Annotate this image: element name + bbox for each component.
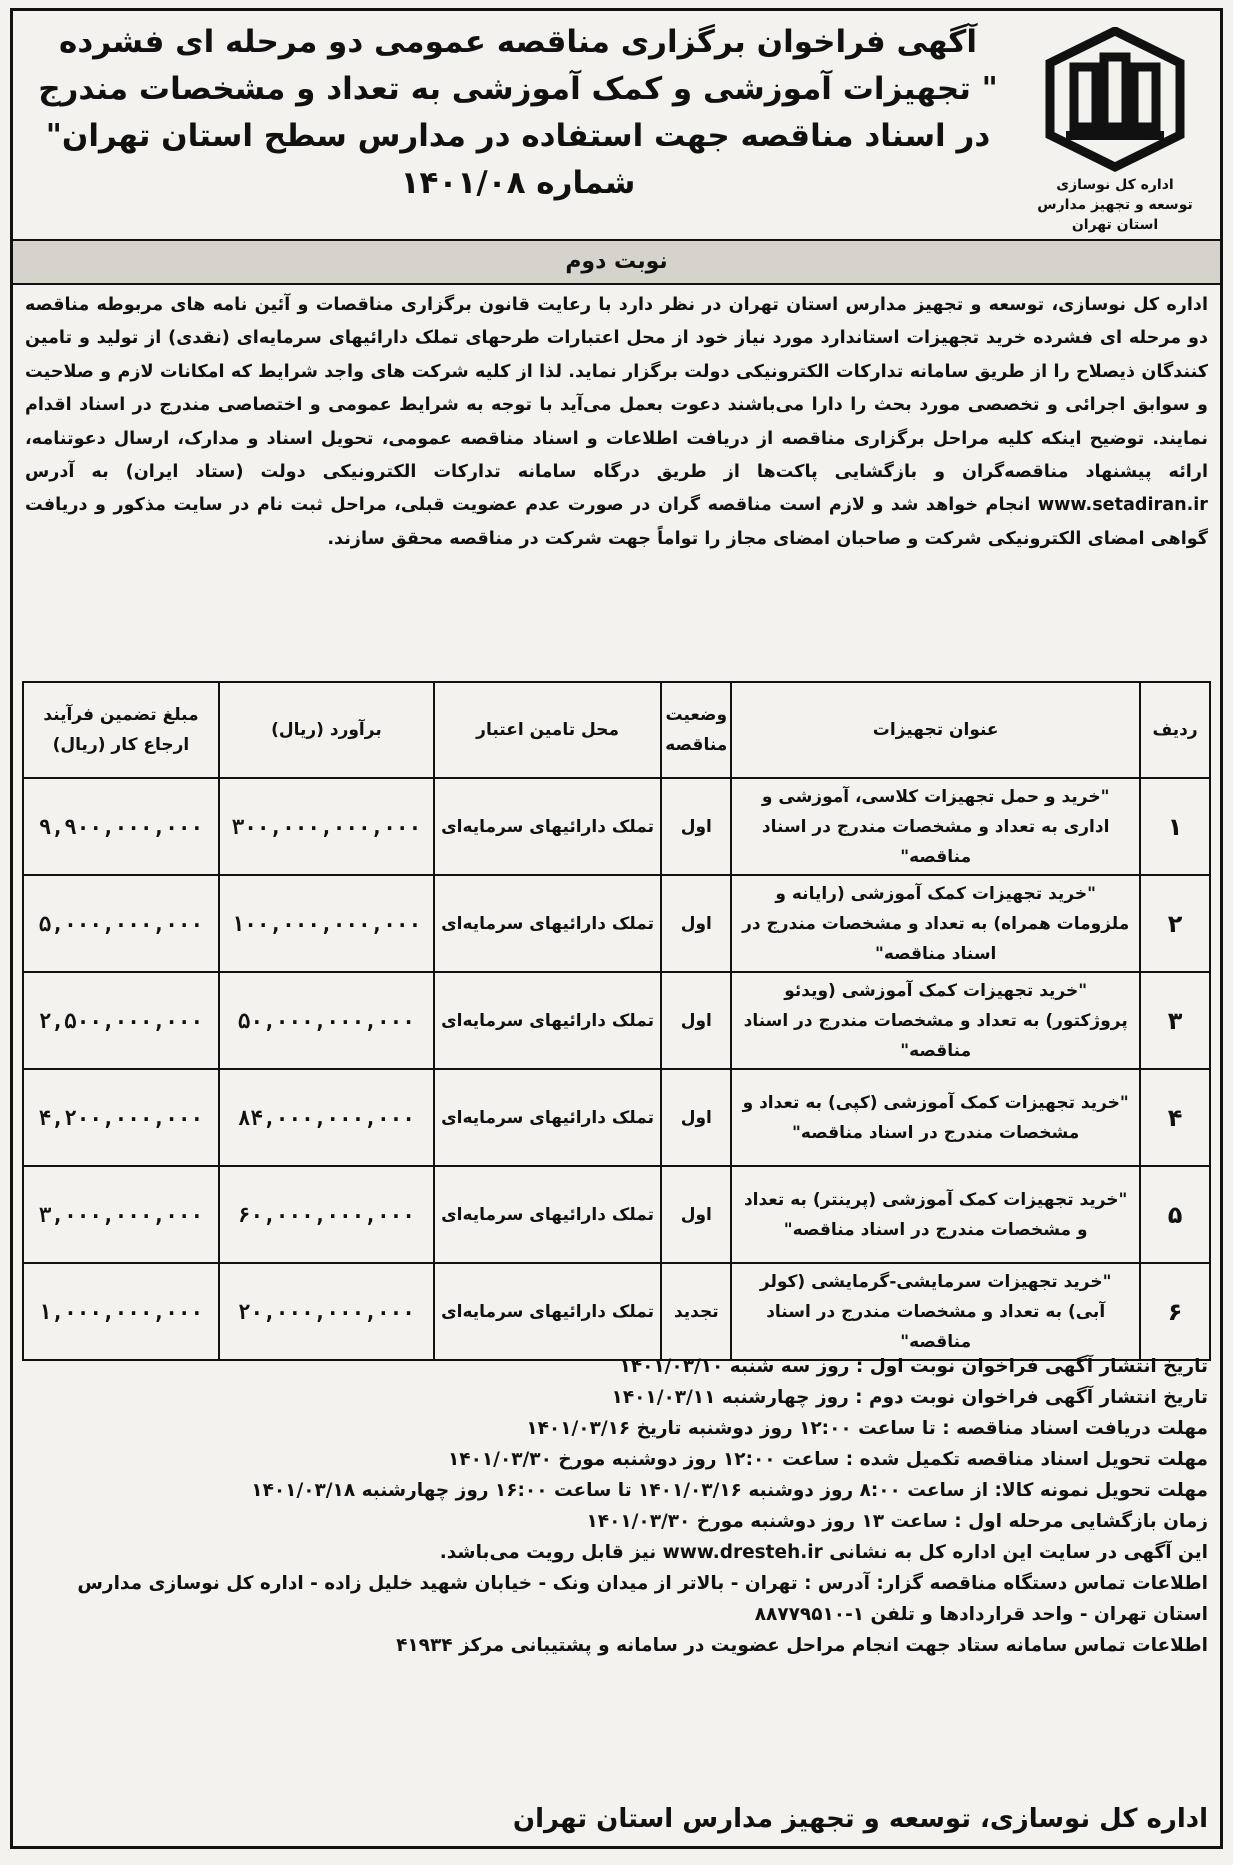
title-line-1: آگهی فراخوان برگزاری مناقصه عمومی دو مرحله ای فشرده <box>59 24 977 60</box>
row-status: اول <box>661 1069 731 1166</box>
row-number: ۳ <box>1140 972 1210 1069</box>
round-label: نوبت دوم <box>13 239 1220 285</box>
row-guarantee: ۱,۰۰۰,۰۰۰,۰۰۰ <box>23 1263 219 1360</box>
note-website: این آگهی در سایت این اداره کل به نشانی www.dresteh.ir نیز قابل رویت می‌باشد. <box>439 1542 1208 1563</box>
title-line-4: شماره ۱۴۰۱/۰۸ <box>400 165 636 201</box>
note-submission-deadline: مهلت تحویل اسناد مناقصه تکمیل شده : ساعت ۱۲:۰۰ روز دوشنبه مورخ ۱۴۰۱/۰۳/۳۰ <box>448 1449 1208 1470</box>
row-funding: تملک دارائیهای سرمایه‌ای <box>434 778 661 875</box>
organization-emblem-icon <box>1040 27 1190 172</box>
note-document-deadline: مهلت دریافت اسناد مناقصه : تا ساعت ۱۲:۰۰ روز دوشنبه تاریخ ۱۴۰۱/۰۳/۱۶ <box>526 1418 1208 1439</box>
note-second-publication: تاریخ انتشار آگهی فراخوان نوبت دوم : روز چهارشنبه ۱۴۰۱/۰۳/۱۱ <box>611 1387 1208 1408</box>
header-funding: محل تامین اعتبار <box>434 682 661 778</box>
row-estimate: ۸۴,۰۰۰,۰۰۰,۰۰۰ <box>219 1069 434 1166</box>
organization-line-1: اداره کل نوسازی <box>1056 177 1174 193</box>
intro-paragraph: اداره کل نوسازی، توسعه و تجهیز مدارس استان تهران در نظر دارد با رعایت قانون برگزاری مناقصات و آئین نامه های مربوطه مناقصه دو مرحله ای فشرده خرید تجهیزات استاندارد مورد نیاز خود از محل اعتبارات طرحهای تملک دارائیهای سرمایه‌ای (نقدی) از تولید و تامین کنندگان ذیصلاح را از طریق سامانه تدارکات الکترونیکی دولت برگزار نماید. لذا از کلیه شرکت های واجد شرایط که امکانات لازم و صلاحیت و سوابق اجرائی و تخصصی مورد بحث را دارا می‌باشند دعوت بعمل می‌آید با توجه به شرایط عمومی و اختصاصی مندرج در اسناد اقدام نمایند. توضیح اینکه کلیه مراحل برگزاری مناقصه از دریافت اطلاعات و اسناد مناقصه عمومی، تحویل اسناد و مدارک، ارسال دعوتنامه، ارائه پیشنهاد مناقصه‌گران و بازگشایی پاکت‌ها از طریق درگاه سامانه تدارکات الکترونیکی دولت (ستاد ایران) به آدرس www.setadiran.ir انجام خواهد شد و لازم است مناقصه گران در صورت عدم عضویت قبلی، مراحل ثبت نام در سایت مذکور و دریافت گواهی امضای الکترونیکی شرکت و صاحبان امضای مجاز را تواماً جهت شرکت در مناقصه محقق سازند. <box>25 295 1208 549</box>
row-title: "خرید تجهیزات کمک آموزشی (ویدئو پروژکتور) به تعداد و مشخصات مندرج در اسناد مناقصه" <box>731 972 1140 1069</box>
note-opening-time: زمان بازگشایی مرحله اول : ساعت ۱۳ روز دوشنبه مورخ ۱۴۰۱/۰۳/۳۰ <box>586 1511 1208 1532</box>
organization-name <box>1020 175 1210 235</box>
schedule-notes <box>25 1351 1208 1661</box>
row-estimate: ۲۰,۰۰۰,۰۰۰,۰۰۰ <box>219 1263 434 1360</box>
table-row <box>23 1166 1210 1263</box>
table-row <box>23 972 1210 1069</box>
note-contact-info: اطلاعات تماس دستگاه مناقصه گزار: آدرس : تهران - بالاتر از میدان ونک - خیابان شهید خلیل زاده - اداره کل نوسازی مدارس استان تهران - واحد قراردادها و تلفن ۱-۸۸۷۷۹۵۱۰ <box>77 1573 1208 1625</box>
row-status: تجدید <box>661 1263 731 1360</box>
row-number: ۶ <box>1140 1263 1210 1360</box>
table-row <box>23 1263 1210 1360</box>
row-status: اول <box>661 1166 731 1263</box>
row-funding: تملک دارائیهای سرمایه‌ای <box>434 1069 661 1166</box>
table-header-row <box>23 682 1210 778</box>
note-setad-support: اطلاعات تماس سامانه ستاد جهت انجام مراحل عضویت در سامانه و پشتیبانی مرکز ۴۱۹۳۴ <box>396 1635 1208 1656</box>
title-line-2: " تجهیزات آموزشی و کمک آموزشی به تعداد و مشخصات مندرج <box>38 71 998 107</box>
row-number: ۱ <box>1140 778 1210 875</box>
header-estimate: برآورد (ریال) <box>219 682 434 778</box>
header-title: عنوان تجهیزات <box>731 682 1140 778</box>
row-title: "خرید تجهیزات کمک آموزشی (رایانه و ملزومات همراه) به تعداد و مشخصات مندرج در اسناد مناقصه" <box>731 875 1140 972</box>
footer-signature: اداره کل نوسازی، توسعه و تجهیز مدارس استان تهران <box>512 1804 1208 1834</box>
table-row <box>23 1069 1210 1166</box>
table-row <box>23 778 1210 875</box>
row-guarantee: ۴,۲۰۰,۰۰۰,۰۰۰ <box>23 1069 219 1166</box>
note-sample-delivery: مهلت تحویل نمونه کالا: از ساعت ۸:۰۰ روز دوشنبه ۱۴۰۱/۰۳/۱۶ تا ساعت ۱۶:۰۰ روز چهارشنبه ۱۴۰۱/۰۳/۱۸ <box>251 1480 1208 1501</box>
table-row <box>23 875 1210 972</box>
row-funding: تملک دارائیهای سرمایه‌ای <box>434 972 661 1069</box>
announcement-title <box>31 19 1005 207</box>
row-funding: تملک دارائیهای سرمایه‌ای <box>434 1166 661 1263</box>
row-guarantee: ۵,۰۰۰,۰۰۰,۰۰۰ <box>23 875 219 972</box>
row-guarantee: ۹,۹۰۰,۰۰۰,۰۰۰ <box>23 778 219 875</box>
organization-line-2: توسعه و تجهیز مدارس استان تهران <box>1037 197 1193 233</box>
row-title: "خرید تجهیزات سرمایشی-گرمایشی (کولر آبی) به تعداد و مشخصات مندرج در اسناد مناقصه" <box>731 1263 1140 1360</box>
tender-table <box>22 681 1211 1361</box>
row-funding: تملک دارائیهای سرمایه‌ای <box>434 1263 661 1360</box>
row-estimate: ۳۰۰,۰۰۰,۰۰۰,۰۰۰ <box>219 778 434 875</box>
header-status: وضعیت مناقصه <box>661 682 731 778</box>
row-number: ۴ <box>1140 1069 1210 1166</box>
title-line-3: در اسناد مناقصه جهت استفاده در مدارس سطح استان تهران" <box>45 118 991 154</box>
row-estimate: ۵۰,۰۰۰,۰۰۰,۰۰۰ <box>219 972 434 1069</box>
row-funding: تملک دارائیهای سرمایه‌ای <box>434 875 661 972</box>
row-title: "خرید و حمل تجهیزات کلاسی، آموزشی و اداری به تعداد و مشخصات مندرج در اسناد مناقصه" <box>731 778 1140 875</box>
row-status: اول <box>661 778 731 875</box>
row-guarantee: ۲,۵۰۰,۰۰۰,۰۰۰ <box>23 972 219 1069</box>
header-row-number: ردیف <box>1140 682 1210 778</box>
row-number: ۵ <box>1140 1166 1210 1263</box>
row-guarantee: ۳,۰۰۰,۰۰۰,۰۰۰ <box>23 1166 219 1263</box>
header-guarantee: مبلغ تضمین فرآیند ارجاع کار (ریال) <box>23 682 219 778</box>
row-title: "خرید تجهیزات کمک آموزشی (پرینتر) به تعداد و مشخصات مندرج در اسناد مناقصه" <box>731 1166 1140 1263</box>
row-estimate: ۶۰,۰۰۰,۰۰۰,۰۰۰ <box>219 1166 434 1263</box>
row-estimate: ۱۰۰,۰۰۰,۰۰۰,۰۰۰ <box>219 875 434 972</box>
row-title: "خرید تجهیزات کمک آموزشی (کپی) به تعداد و مشخصات مندرج در اسناد مناقصه" <box>731 1069 1140 1166</box>
header <box>13 11 1220 239</box>
note-first-publication: تاریخ انتشار آگهی فراخوان نوبت اول : روز سه شنبه ۱۴۰۱/۰۳/۱۰ <box>619 1356 1208 1377</box>
announcement-page <box>10 8 1223 1849</box>
row-status: اول <box>661 875 731 972</box>
row-number: ۲ <box>1140 875 1210 972</box>
row-status: اول <box>661 972 731 1069</box>
